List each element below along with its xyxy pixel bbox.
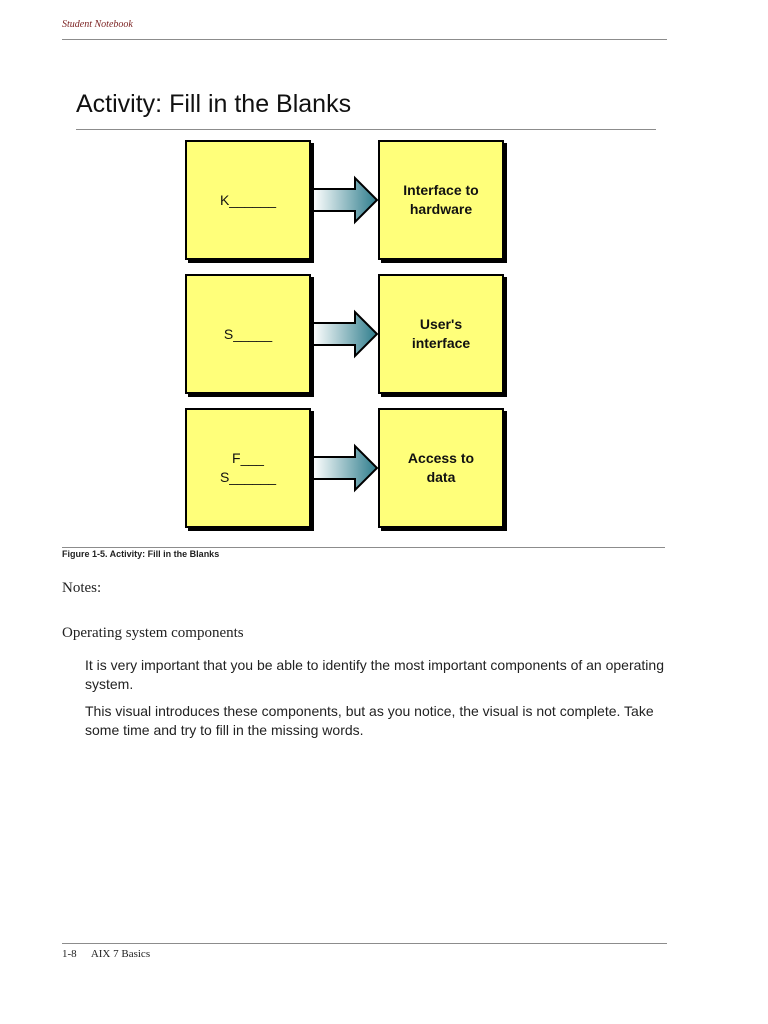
blank-box-3 (185, 408, 311, 528)
figure-rule (62, 547, 665, 548)
running-header: Student Notebook (62, 19, 133, 30)
description-text-3: Access to data (407, 450, 475, 485)
description-box-2 (378, 274, 504, 394)
title-rule (76, 129, 656, 130)
description-text-2: User's interface (411, 316, 471, 351)
page-footer (62, 948, 162, 960)
paragraph-2: This visual introduces these components, but as you notice, the visual is not complete. Take some time and try to fill in the missing words. (85, 703, 654, 738)
arrow-right-icon (311, 309, 381, 359)
section-heading: Operating system components (62, 625, 244, 641)
arrow-right-icon (311, 175, 381, 225)
page-title: Activity: Fill in the Blanks (76, 90, 352, 118)
blank-box-1 (185, 140, 311, 260)
blank-box-2 (185, 274, 311, 394)
figure-caption: Figure 1-5. Activity: Fill in the Blanks (62, 549, 220, 559)
fill-in-blanks-diagram (183, 138, 513, 533)
blank-text-2: S_____ (223, 325, 273, 342)
description-box-3 (378, 408, 504, 528)
header-rule (62, 39, 667, 40)
blank-text-3: F___ S______ (219, 450, 277, 485)
blank-text-1: K______ (219, 191, 277, 208)
footer-rule (62, 943, 667, 944)
notes-label: Notes: (62, 580, 102, 596)
page-number: 1-8 (62, 948, 77, 960)
paragraph-1: It is very important that you be able to identify the most important components of an operating system. (85, 657, 664, 692)
description-box-1 (378, 140, 504, 260)
description-text-1: Interface to hardware (403, 182, 479, 217)
book-title: AIX 7 Basics (90, 948, 151, 960)
arrow-right-icon (311, 443, 381, 493)
